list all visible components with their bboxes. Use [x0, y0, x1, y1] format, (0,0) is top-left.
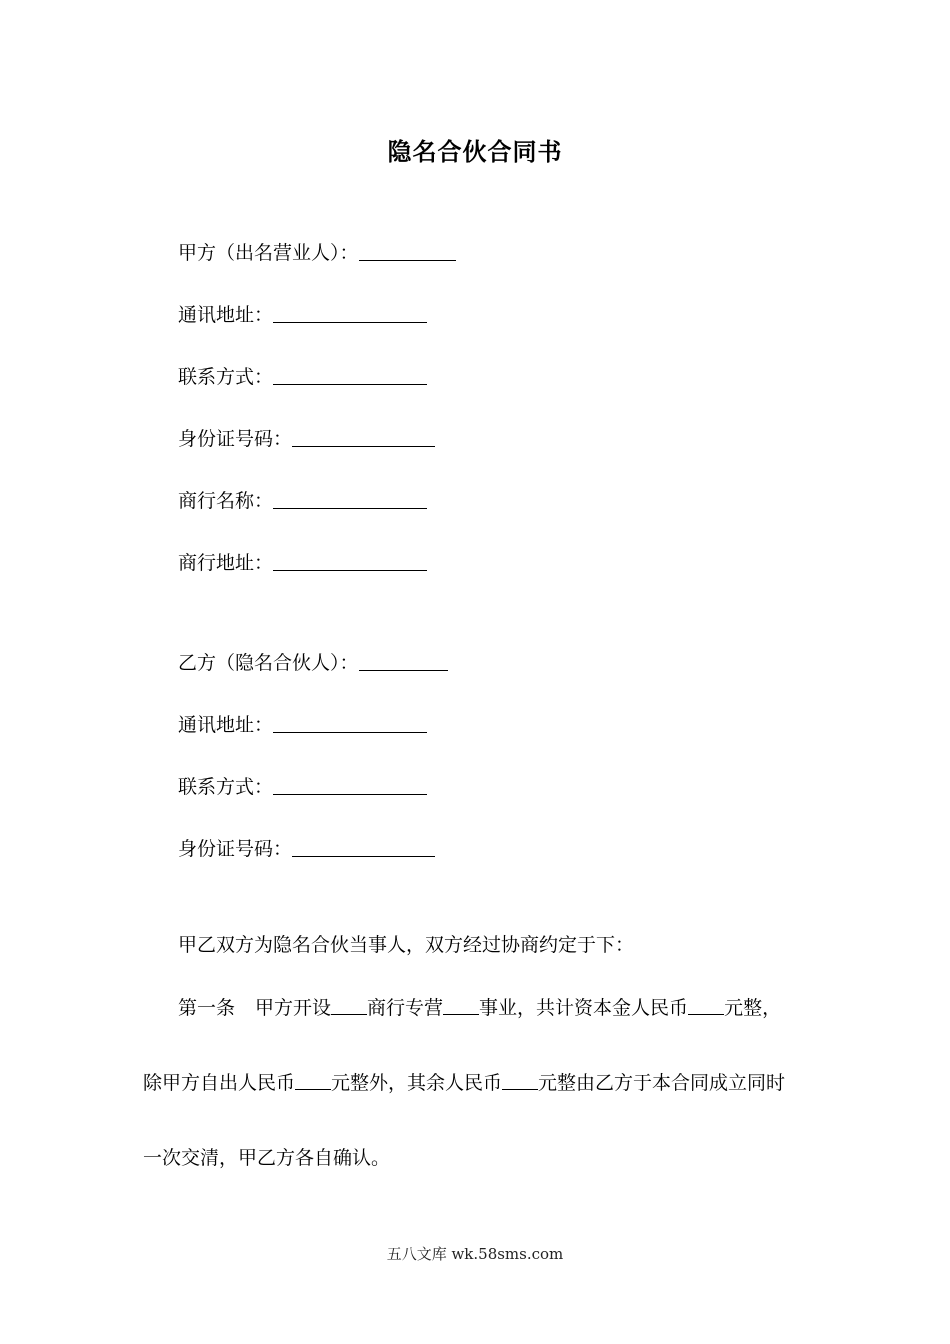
party-a-heading-row — [178, 236, 456, 266]
party-a-contact-blank — [273, 362, 427, 385]
party-b-amount-blank — [502, 1069, 538, 1090]
footer-watermark: 五八文库 wk.58sms.com — [386, 1245, 564, 1263]
party-a-firm-name-row — [178, 484, 427, 514]
party-b-heading: 乙方（隐名合伙人）： — [178, 652, 359, 674]
party-a-address-label: 通讯地址： — [178, 304, 274, 326]
party-b-address-row — [178, 708, 427, 738]
party-b-contact-row — [178, 770, 427, 800]
party-a-id-label: 身份证号码： — [178, 428, 293, 450]
party-a-id-blank — [292, 424, 435, 447]
article-1-line-3: 一次交清，甲乙方各自确认。 — [143, 1147, 391, 1169]
party-a-name-blank — [359, 238, 456, 261]
article-1-text: 除甲方自出人民币 — [143, 1072, 296, 1094]
party-a-id-row — [178, 422, 435, 452]
article-1-text: 商行专营 — [367, 997, 444, 1019]
party-b-id-row — [178, 832, 435, 862]
party-b-id-blank — [292, 834, 435, 857]
party-a-amount-blank — [295, 1069, 331, 1090]
capital-blank — [688, 994, 724, 1015]
document-title: 隐名合伙合同书 — [387, 138, 563, 166]
article-1-line-1 — [178, 993, 781, 1023]
party-a-heading: 甲方（出名营业人）： — [178, 242, 359, 264]
party-b-id-label: 身份证号码： — [178, 838, 293, 860]
article-1-text: 事业，共计资本金人民币 — [479, 997, 689, 1019]
party-a-contact-label: 联系方式： — [178, 366, 274, 388]
party-a-firm-name-blank — [273, 486, 427, 509]
party-a-address-blank — [273, 300, 427, 323]
party-a-firm-name-label: 商行名称： — [178, 490, 274, 512]
party-b-contact-blank — [273, 772, 427, 795]
party-a-firm-address-blank — [273, 548, 427, 571]
business-blank — [443, 994, 479, 1015]
party-b-name-blank — [359, 648, 448, 671]
article-1-text: 元整由乙方于本合同成立同时 — [538, 1072, 786, 1094]
party-b-contact-label: 联系方式： — [178, 776, 274, 798]
article-1-label: 第一条 — [178, 997, 236, 1019]
party-a-address-row — [178, 298, 427, 328]
article-1-text: 元整外，其余人民币 — [331, 1072, 503, 1094]
party-b-address-blank — [273, 710, 427, 733]
article-1-line-2 — [143, 1068, 785, 1098]
party-b-address-label: 通讯地址： — [178, 714, 274, 736]
party-b-heading-row — [178, 646, 448, 676]
firm-blank — [331, 994, 367, 1015]
article-1-text: 甲方开设 — [255, 997, 332, 1019]
intro-paragraph: 甲乙双方为隐名合伙当事人，双方经过协商约定于下： — [178, 934, 635, 956]
party-a-firm-address-row — [178, 546, 427, 576]
article-1-text: 元整， — [724, 997, 782, 1019]
party-a-contact-row — [178, 360, 427, 390]
party-a-firm-address-label: 商行地址： — [178, 552, 274, 574]
